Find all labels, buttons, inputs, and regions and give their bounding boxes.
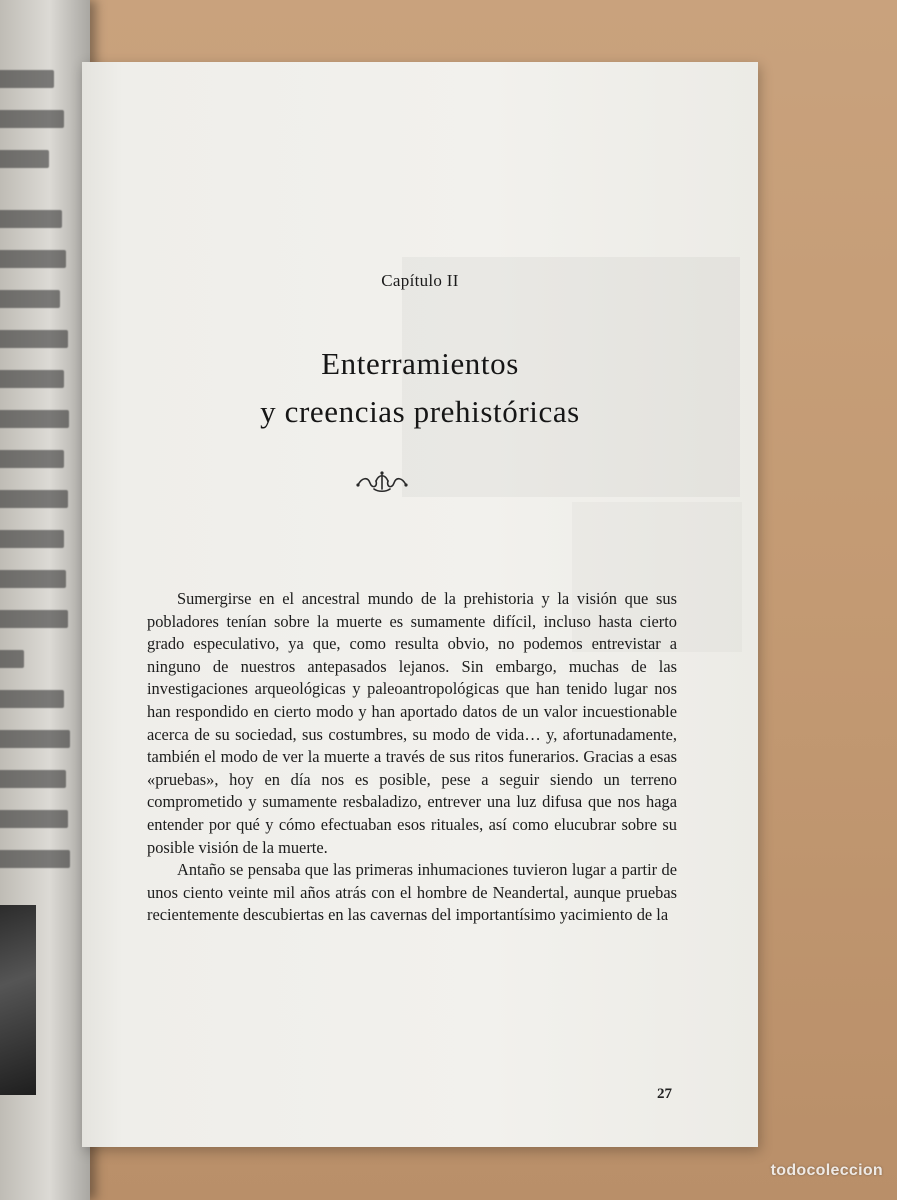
left-page-text-fragment — [0, 530, 64, 548]
left-page-text-fragment — [0, 450, 64, 468]
floral-ornament-icon — [354, 469, 410, 493]
watermark: todocoleccion — [770, 1162, 883, 1179]
left-page-photo — [0, 905, 36, 1095]
left-page-text-fragment — [0, 850, 70, 868]
left-page-text-fragment — [0, 110, 64, 128]
chapter-title-line-1: Enterramientos — [321, 346, 519, 381]
left-page-text-fragment — [0, 150, 49, 168]
left-page-text-fragment — [0, 410, 69, 428]
paragraph-2: Antaño se pensaba que las primeras inhumaciones tuvieron lugar a partir de unos ciento veinte mil años atrás con el hombre de Neandertal, aunque pruebas recientemente descubiertas en las cavernas del importantísimo yacimiento de la — [147, 860, 677, 925]
left-page-text-fragment — [0, 770, 66, 788]
chapter-label: Capítulo II — [381, 271, 459, 290]
chapter-title — [82, 340, 758, 436]
chapter-title-line-2: y creencias prehistóricas — [260, 394, 580, 429]
left-page-text-fragment — [0, 610, 68, 628]
left-page-text-fragment — [0, 730, 70, 748]
left-page-text-fragment — [0, 210, 62, 228]
facing-left-page — [0, 0, 90, 1200]
left-page-text-fragment — [0, 250, 66, 268]
left-page-text-fragment — [0, 490, 68, 508]
book-page — [82, 62, 758, 1147]
left-page-text-fragment — [0, 690, 64, 708]
left-page-text-fragment — [0, 330, 68, 348]
chapter-body-text — [147, 588, 677, 927]
left-page-text-fragment — [0, 570, 66, 588]
left-page-text-fragment — [0, 290, 60, 308]
paragraph-1: Sumergirse en el ancestral mundo de la prehistoria y la visión que sus pobladores tenían sobre la muerte es sumamente difícil, incluso hasta cierto grado especulativo, ya que, como resulta obvio, no podemos entrevistar a ninguno de nuestros antepasados lejanos. Sin embargo, muchas de las investigaciones arqueológicas y paleoantropológicas que han tenido lugar nos han respondido en cierto modo y han aportado datos de un valor incuestionable acerca de su sociedad, sus costumbres, su modo de vida… y, afortunadamente, también el modo de ver la muerte a través de sus ritos funerarios. Gracias a esas «pruebas», hoy en día nos es posible, pese a seguir siendo un terreno comprometido y sumamente resbaladizo, entrever una luz difusa que nos haga entender por qué y cómo efectuaban esos rituales, así como elucubrar sobre su posible visión de la muerte. — [147, 589, 677, 857]
left-page-text-fragment — [0, 650, 24, 668]
left-page-text-fragment — [0, 370, 64, 388]
page-number: 27 — [657, 1086, 672, 1102]
left-page-text-fragment — [0, 70, 54, 88]
left-page-text-fragment — [0, 810, 68, 828]
